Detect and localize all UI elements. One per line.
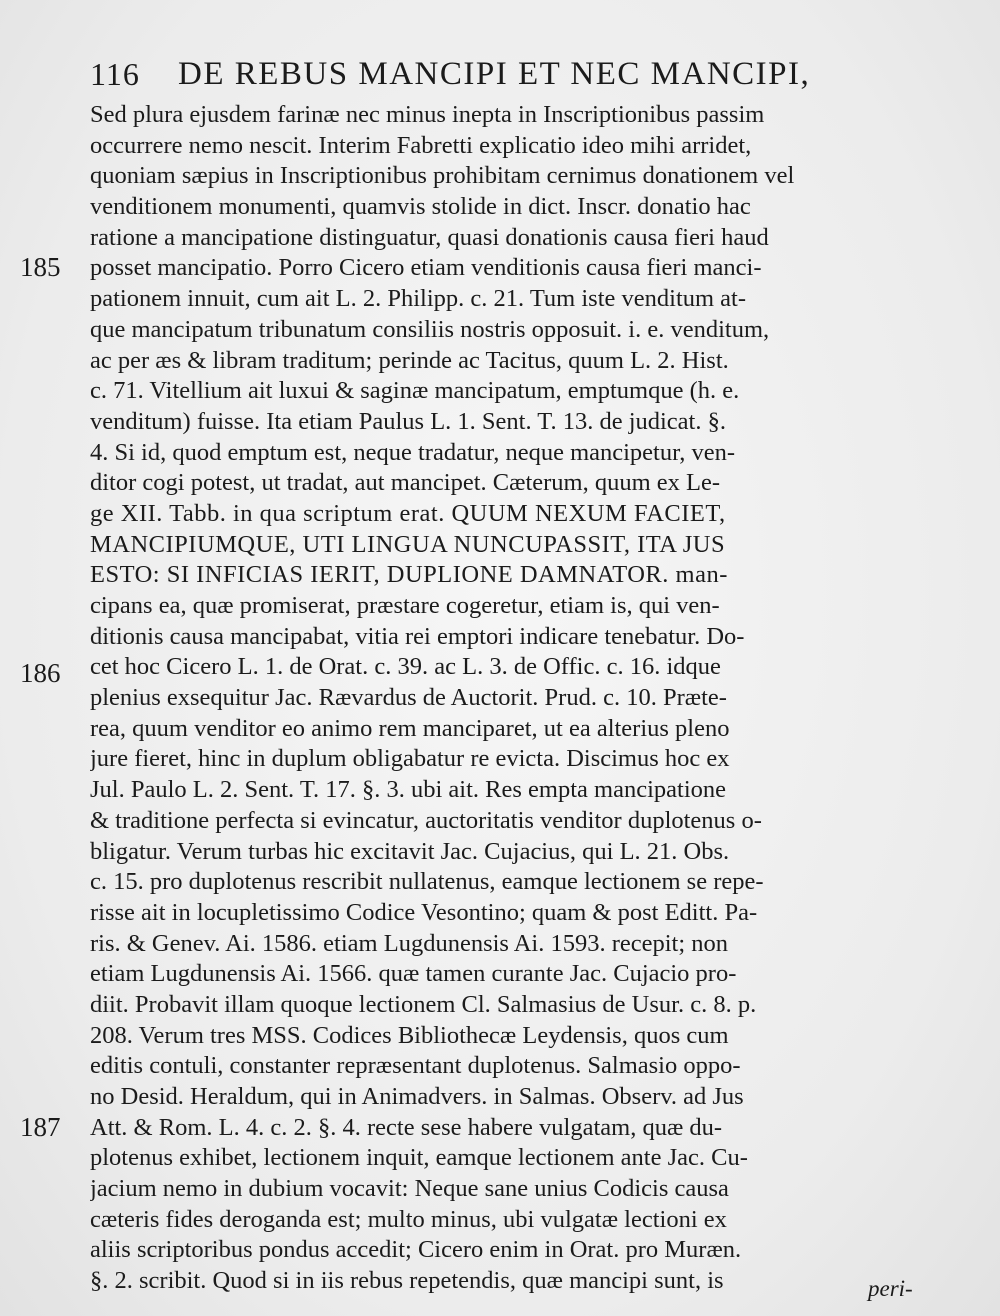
text-line: editis contuli, constanter repræsentant duplotenus. Salmasio oppo- xyxy=(90,1052,741,1080)
text-line: MANCIPIUMQUE, UTI LINGUA NUNCUPASSIT, ITA JUS xyxy=(90,530,726,558)
text-line: & traditione perfecta si evincatur, auctoritatis venditor duplotenus o- xyxy=(90,806,762,834)
text-line: risse ait in locupletissimo Codice Vesontino; quam & post Editt. Pa- xyxy=(90,898,758,926)
text-line: occurrere nemo nescit. Interim Fabretti explicatio ideo mihi arridet, xyxy=(90,131,752,159)
text-line: Jul. Paulo L. 2. Sent. T. 17. §. 3. ubi ait. Res empta mancipatione xyxy=(90,776,727,804)
margin-number-185: 185 xyxy=(20,252,61,282)
body-text xyxy=(90,100,930,1297)
text-line: que mancipatum tribunatum consiliis nostris opposuit. i. e. venditum, xyxy=(90,315,770,343)
text-line: etiam Lugdunensis Ai. 1566. quæ tamen curante Jac. Cujacio pro- xyxy=(90,960,737,988)
text-line: quoniam sæpius in Inscriptionibus prohibitam cernimus donationem vel xyxy=(90,162,795,190)
text-line: c. 71. Vitellium ait luxui & saginæ mancipatum, emptumque (h. e. xyxy=(90,377,740,405)
text-line: no Desid. Heraldum, qui in Animadvers. in Salmas. Observ. ad Jus xyxy=(90,1083,744,1110)
text-line: rea, quum venditor eo animo rem manciparet, ut ea alterius pleno xyxy=(90,714,730,742)
text-line: ratione a mancipatione distinguatur, quasi donationis causa fieri haud xyxy=(90,223,769,251)
text-line: 208. Verum tres MSS. Codices Bibliothecæ Leydensis, quos cum xyxy=(90,1021,729,1049)
text-line: ac per æs & libram traditum; perinde ac Tacitus, quum L. 2. Hist. xyxy=(90,346,729,374)
page-header xyxy=(90,52,890,96)
text-line: cet hoc Cicero L. 1. de Orat. c. 39. ac L. 3. de Offic. c. 16. idque xyxy=(90,653,721,681)
text-line: plenius exsequitur Jac. Rævardus de Auctorit. Prud. c. 10. Præte- xyxy=(90,684,727,712)
text-line: Sed plura ejusdem farinæ nec minus inepta in Inscriptionibus passim xyxy=(90,101,765,128)
text-line: ge XII. Tabb. in qua scriptum erat. QUUM NEXUM FACIET, xyxy=(90,499,726,527)
text-line: ditionis causa mancipabat, vitia rei emptori indicare tenebatur. Do- xyxy=(90,622,745,650)
text-line: §. 2. scribit. Quod si in iis rebus repetendis, quæ mancipi sunt, is xyxy=(90,1267,724,1295)
text-line: 4. Si id, quod emptum est, neque tradatur, neque mancipetur, ven- xyxy=(90,438,736,466)
text-line: aliis scriptoribus pondus accedit; Cicero enim in Orat. pro Muræn. xyxy=(90,1236,742,1264)
page-number: 116 xyxy=(90,56,140,92)
text-line: jacium nemo in dubium vocavit: Neque sane unius Codicis causa xyxy=(90,1175,729,1203)
text-line: pationem innuit, cum ait L. 2. Philipp. c. 21. Tum iste venditum at- xyxy=(90,285,747,313)
catchword: peri- xyxy=(868,1276,913,1301)
text-line: ESTO: SI INFICIAS IERIT, DUPLIONE DAMNATOR. man- xyxy=(90,561,728,589)
text-line: Att. & Rom. L. 4. c. 2. §. 4. recte sese habere vulgatam, quæ du- xyxy=(90,1113,723,1141)
text-line: venditionem monumenti, quamvis stolide in dict. Inscr. donatio hac xyxy=(90,193,751,221)
text-line: ris. & Genev. Ai. 1586. etiam Lugdunensis Ai. 1593. recepit; non xyxy=(90,929,729,957)
text-line: posset mancipatio. Porro Cicero etiam venditionis causa fieri manci- xyxy=(90,254,762,282)
margin-number-187: 187 xyxy=(20,1112,61,1142)
text-line: ditor cogi potest, ut tradat, aut mancipet. Cæterum, quum ex Le- xyxy=(90,469,721,497)
text-line: cæteris fides deroganda est; multo minus, ubi vulgatæ lectioni ex xyxy=(90,1205,727,1233)
text-line: venditum) fuisse. Ita etiam Paulus L. 1. Sent. T. 13. de judicat. §. xyxy=(90,407,726,435)
text-line: cipans ea, quæ promiserat, præstare cogeretur, etiam is, qui ven- xyxy=(90,592,720,619)
text-line: bligatur. Verum turbas hic excitavit Jac. Cujacius, qui L. 21. Obs. xyxy=(90,837,730,865)
text-line: diit. Probavit illam quoque lectionem Cl. Salmasius de Usur. c. 8. p. xyxy=(90,990,757,1018)
text-line: jure fieret, hinc in duplum obligabatur re evicta. Discimus hoc ex xyxy=(90,745,730,773)
margin-number-186: 186 xyxy=(20,658,61,688)
text-line: plotenus exhibet, lectionem inquit, eamque lectionem ante Jac. Cu- xyxy=(90,1144,748,1172)
text-line: c. 15. pro duplotenus rescribit nullatenus, eamque lectionem se repe- xyxy=(90,868,764,896)
running-head: DE REBUS MANCIPI ET NEC MANCIPI, xyxy=(178,56,811,92)
